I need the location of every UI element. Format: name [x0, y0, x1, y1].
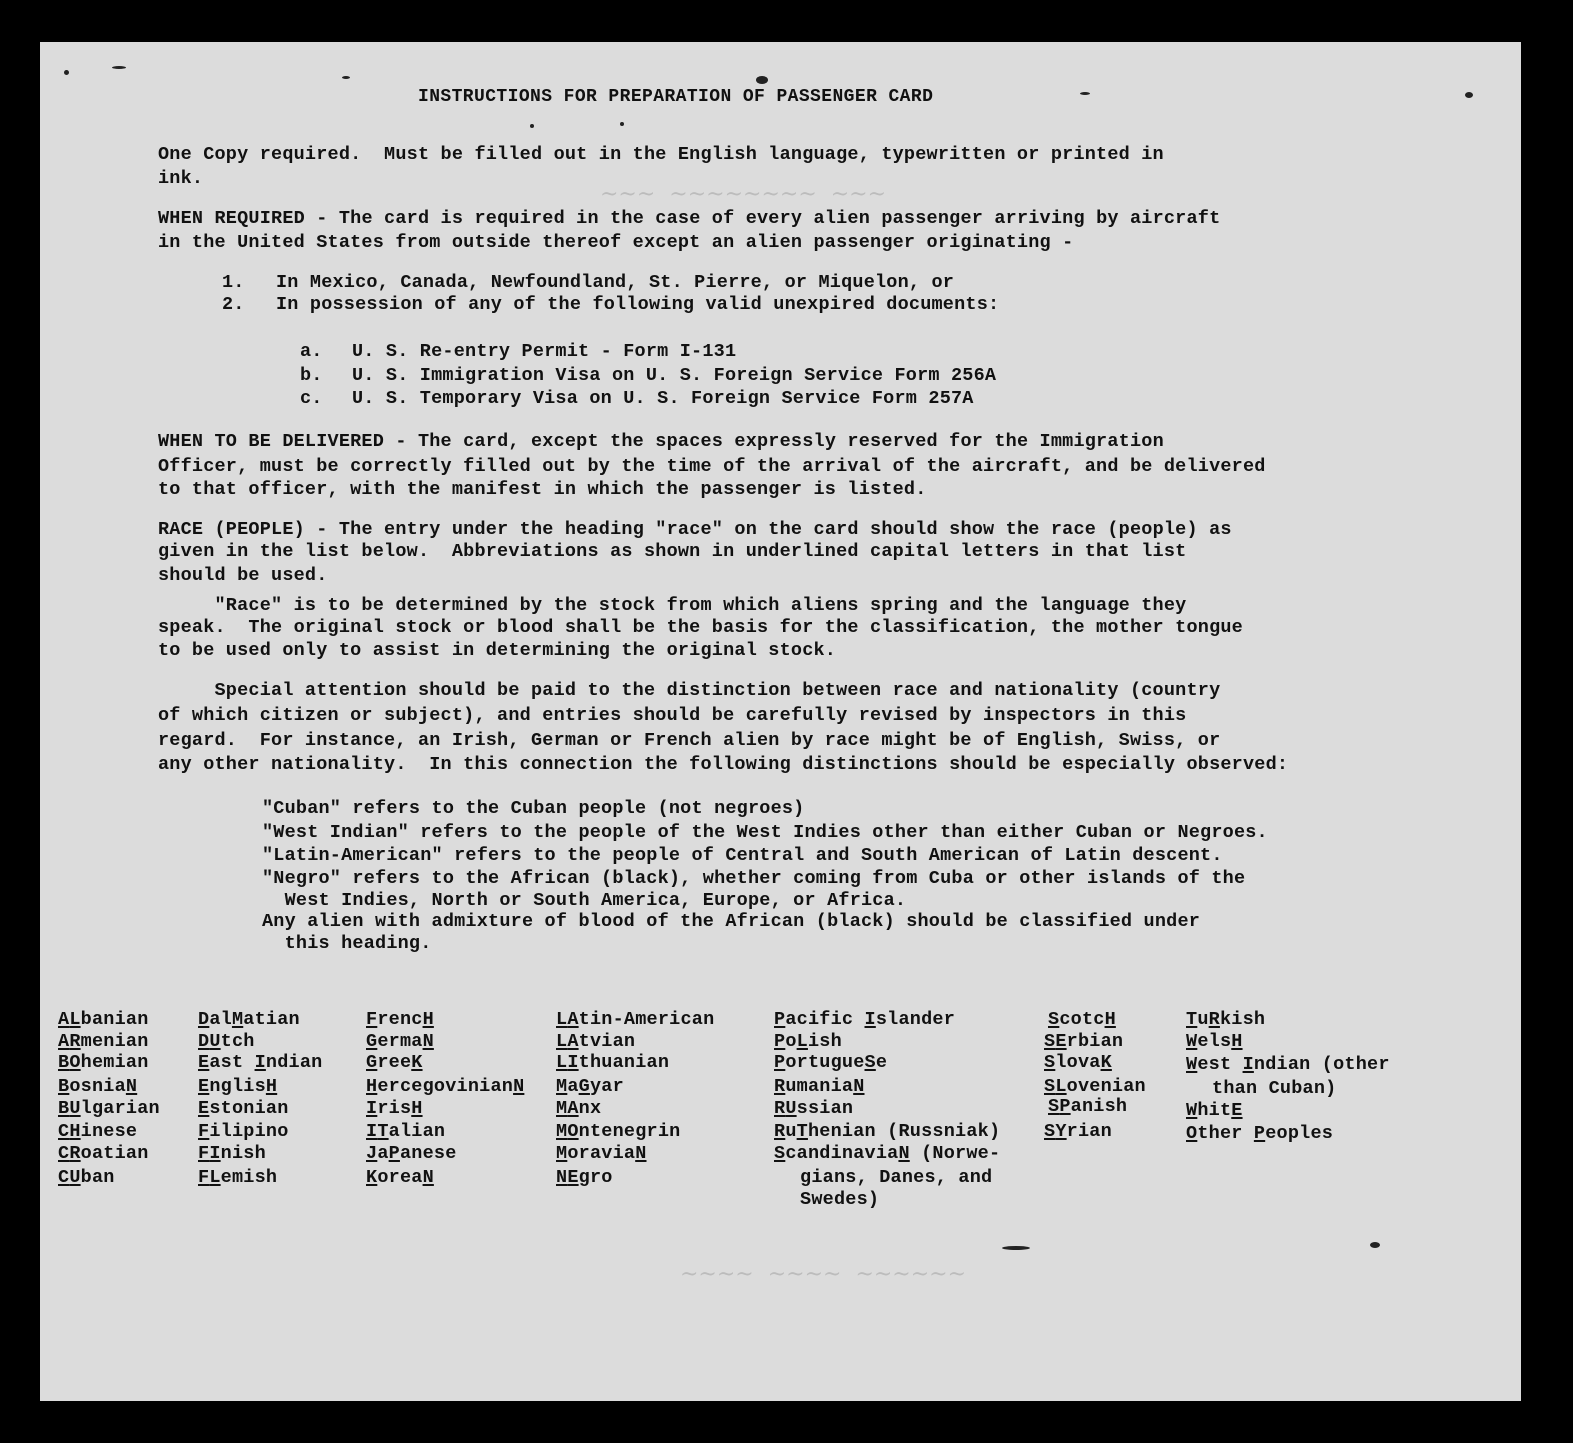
document-page: [40, 42, 1521, 1401]
attention-paragraph-line: of which citizen or subject), and entries should be carefully revised by inspectors in this: [158, 705, 1187, 726]
copy-note-line: One Copy required. Must be filled out in the English language, typewritten or printed in: [158, 144, 1164, 165]
race-list-item: MoraviaN: [556, 1143, 647, 1164]
ink-speck: [1002, 1246, 1030, 1250]
document-item: U. S. Re-entry Permit - Form I-131: [352, 341, 737, 362]
bleed-through: ~~~ ~~~~~~~~ ~~~: [600, 182, 887, 207]
copy-note-line: ink.: [158, 168, 204, 189]
ink-speck: [64, 70, 69, 75]
race-list-item: FInish: [198, 1143, 266, 1164]
when-required-line: in the United States from outside thereof except an alien passenger originating -: [158, 232, 1074, 253]
document-letter: b.: [300, 365, 323, 386]
race-list-item: West Indian (other: [1186, 1054, 1390, 1075]
ink-speck: [342, 76, 350, 79]
race-list-item: than Cuban): [1212, 1078, 1337, 1099]
race-list-item: KoreaN: [366, 1167, 434, 1188]
document-item: U. S. Temporary Visa on U. S. Foreign Service Form 257A: [352, 388, 974, 409]
race-paragraph-line: speak. The original stock or blood shall be the basis for the classification, the mother tongue: [158, 617, 1243, 638]
ink-speck: [112, 66, 126, 69]
exception-text: In Mexico, Canada, Newfoundland, St. Pierre, or Miquelon, or: [276, 272, 955, 293]
race-list-item: SPanish: [1048, 1096, 1128, 1117]
ink-speck: [1465, 92, 1473, 98]
race-list-item: SYrian: [1044, 1121, 1112, 1142]
ink-speck: [620, 122, 624, 126]
race-list-item: Filipino: [198, 1121, 289, 1142]
race-list-item: JaPanese: [366, 1143, 457, 1164]
race-list-item: ITalian: [366, 1121, 446, 1142]
race-list-item: HercegovinianN: [366, 1076, 525, 1097]
race-list-item: MOntenegrin: [556, 1121, 681, 1142]
ink-speck: [530, 124, 534, 128]
attention-paragraph-line: regard. For instance, an Irish, German or French alien by race might be of English, Swiss, or: [158, 730, 1221, 751]
race-list-item: MAnx: [556, 1098, 602, 1119]
race-list-item: IrisH: [366, 1098, 423, 1119]
race-line: given in the list below. Abbreviations as shown in underlined capital letters in that list: [158, 541, 1187, 562]
race-list-item: FLemish: [198, 1167, 278, 1188]
when-required-line: [158, 207, 1220, 231]
race-list-item: PoLish: [774, 1031, 842, 1052]
race-text: - The entry under the heading "race" on the card should show the race (people) as: [304, 519, 1232, 540]
ink-speck: [756, 76, 768, 84]
distinction-line: "Cuban" refers to the Cuban people (not negroes): [262, 798, 805, 819]
race-list-item: LIthuanian: [556, 1052, 670, 1073]
distinction-line: Any alien with admixture of blood of the African (black) should be classified under: [262, 911, 1201, 932]
distinction-line: West Indies, North or South America, Europe, or Africa.: [262, 890, 907, 911]
race-list-item: WelsH: [1186, 1031, 1243, 1052]
race-list-item: SErbian: [1044, 1031, 1124, 1052]
race-list-item: BUlgarian: [58, 1098, 160, 1119]
race-list-item: ALbanian: [58, 1009, 149, 1030]
race-line: [158, 518, 1232, 542]
race-list-item: LAtin-American: [556, 1009, 715, 1030]
race-list-item: RUssian: [774, 1098, 854, 1119]
when-delivered-heading: WHEN TO BE DELIVERED: [158, 431, 385, 452]
race-list-item: GermaN: [366, 1031, 434, 1052]
exception-text: In possession of any of the following valid unexpired documents:: [276, 294, 1000, 315]
exception-number: 2.: [222, 294, 245, 315]
race-list-item: DalMatian: [198, 1009, 300, 1030]
distinction-line: "Negro" refers to the African (black), whether coming from Cuba or other islands of the: [262, 868, 1246, 889]
race-list-item: SLovenian: [1044, 1076, 1146, 1097]
race-list-item: FrencH: [366, 1009, 434, 1030]
when-delivered-line: Officer, must be correctly filled out by the time of the arrival of the aircraft, and be delivered: [158, 456, 1266, 477]
race-list-item: WhitE: [1186, 1100, 1243, 1121]
race-list-item: NEgro: [556, 1167, 613, 1188]
ink-speck: [1370, 1242, 1380, 1248]
race-list-item: CHinese: [58, 1121, 138, 1142]
race-list-item: DUtch: [198, 1031, 255, 1052]
race-list-item: ARmenian: [58, 1031, 149, 1052]
race-paragraph-line: to be used only to assist in determining the original stock.: [158, 640, 837, 661]
bleed-through: ~~~~ ~~~~ ~~~~~~: [680, 1262, 967, 1287]
race-list-item: Other Peoples: [1186, 1123, 1334, 1144]
race-heading: RACE (PEOPLE): [158, 519, 305, 540]
document-title: INSTRUCTIONS FOR PREPARATION OF PASSENGER CARD: [418, 87, 934, 107]
race-list-item: SlovaK: [1044, 1052, 1112, 1073]
when-delivered-text: - The card, except the spaces expressly reserved for the Immigration: [384, 431, 1164, 452]
distinction-line: "Latin-American" refers to the people of Central and South American of Latin descent.: [262, 845, 1223, 866]
when-delivered-line: to that officer, with the manifest in which the passenger is listed.: [158, 479, 927, 500]
ink-speck: [1080, 92, 1090, 95]
document-letter: a.: [300, 341, 323, 362]
attention-paragraph-line: any other nationality. In this connection the following distinctions should be especially observed:: [158, 754, 1289, 775]
document-item: U. S. Immigration Visa on U. S. Foreign Service Form 256A: [352, 365, 997, 386]
distinction-line: this heading.: [262, 933, 432, 954]
race-list-item: RuThenian (Russniak): [774, 1121, 1001, 1142]
race-list-item: ScandinaviaN (Norwe-: [774, 1143, 1001, 1164]
exception-number: 1.: [222, 272, 245, 293]
race-list-item: MaGyar: [556, 1076, 624, 1097]
race-line: should be used.: [158, 565, 328, 586]
race-list-item: CRoatian: [58, 1143, 149, 1164]
race-list-item: LAtvian: [556, 1031, 636, 1052]
document-letter: c.: [300, 388, 323, 409]
race-list-item: GreeK: [366, 1052, 423, 1073]
race-list-item: gians, Danes, and: [800, 1167, 993, 1188]
when-required-text: - The card is required in the case of every alien passenger arriving by aircraft: [304, 208, 1221, 229]
distinction-line: "West Indian" refers to the people of the West Indies other than either Cuban or Negroes.: [262, 822, 1268, 843]
race-list-item: BOhemian: [58, 1052, 149, 1073]
race-paragraph-line: "Race" is to be determined by the stock from which aliens spring and the language they: [158, 595, 1187, 616]
race-list-item: PortugueSe: [774, 1052, 888, 1073]
race-list-item: East Indian: [198, 1052, 323, 1073]
race-list-item: CUban: [58, 1167, 115, 1188]
race-list-item: RumaniaN: [774, 1076, 865, 1097]
race-list-item: Pacific Islander: [774, 1009, 955, 1030]
race-list-item: Estonian: [198, 1098, 289, 1119]
race-list-item: TuRkish: [1186, 1009, 1266, 1030]
race-list-item: ScotcH: [1048, 1009, 1116, 1030]
when-delivered-line: [158, 430, 1164, 454]
race-list-item: BosniaN: [58, 1076, 138, 1097]
race-list-item: EnglisH: [198, 1076, 278, 1097]
race-list-item: Swedes): [800, 1189, 880, 1210]
attention-paragraph-line: Special attention should be paid to the distinction between race and nationality (country: [158, 680, 1221, 701]
when-required-heading: WHEN REQUIRED: [158, 208, 305, 229]
